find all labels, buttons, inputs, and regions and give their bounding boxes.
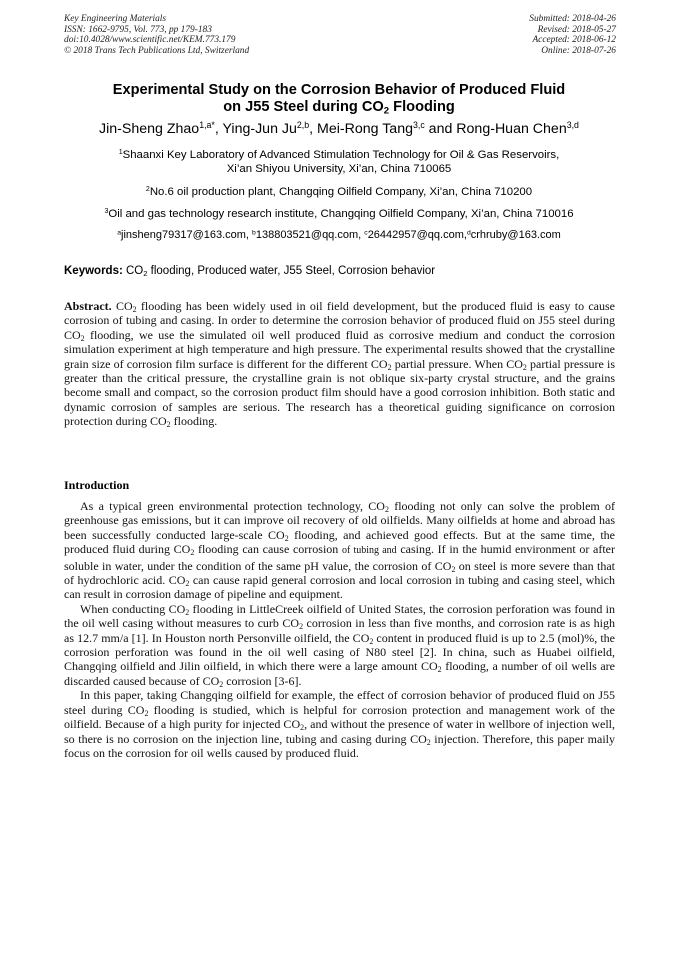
author-name: Rong-Huan Chen bbox=[456, 121, 567, 137]
accepted-date: Accepted: 2018-06-12 bbox=[532, 35, 616, 46]
email-address: jinsheng79317@163.com bbox=[121, 229, 246, 241]
keywords-label: Keywords: bbox=[64, 265, 123, 277]
paper-title bbox=[40, 82, 638, 116]
title-line-1: Experimental Study on the Corrosion Behavior of Produced Fluid bbox=[112, 82, 566, 98]
section-heading-introduction: Introduction bbox=[64, 478, 130, 492]
issn-line: ISSN: 1662-9795, Vol. 773, pp 179-183 bbox=[64, 24, 212, 35]
paragraph: In this paper, taking Changqing oilfield for example, the effect of corrosion behavior of produced fluid on J55 steel during $CO_2$ flooding is studied, which is helpful for corrosion protection and management work of the oilfield. Because of a high purity for injected $CO_2$, and without the presence of water in wellbore of injection well, so there is no corrosion on the injection line, tubing and casing during $CO_2$ injection. Therefore, this paper maily focus on the corrosion for oil wells caused by produced fluid. bbox=[64, 688, 615, 760]
journal-info bbox=[64, 14, 249, 56]
author-name: Jin-Sheng Zhao bbox=[99, 121, 200, 137]
email-address: 26442957@qq.com bbox=[367, 229, 464, 241]
copyright-line: © 2018 Trans Tech Publications Ltd, Switzerland bbox=[64, 45, 250, 56]
introduction-body bbox=[64, 499, 615, 760]
abstract-label: Abstract. bbox=[64, 299, 112, 313]
abstract-text: $CO_2$ flooding has been widely used in oil field development, but the produced fluid is easy to cause corrosion of tubing and casing. In order to determine the corrosion behavior of produced fluid on J55 steel during $CO_2$ flooding, we use the simulated oil well produced fluid as corrosive medium and conduct the corrosion simulation experiment at high temperature and high pressure. The experimental results showed that the crystalline grain size of corrosion film surface is different for the different $CO_2$ partial pressure. When $CO_2$ partial pressure is greater than the critical pressure, the crystalline grain is not oblique six-party crystal structure, and the grains become small and compact, so the corrosion product film should have a good corrosion inhibition. Both static and dynamic corrosion of samples are serious. The research has a theoretical guiding significance on corrosion protection during $CO_2$ flooding. bbox=[64, 299, 616, 430]
affiliation-1: $^1$Shaanxi Key Laboratory of Advanced Stimulation Technology for Oil & Gas Reservoirs, Xi’an Shiyou University, Xi’an, China 710065 bbox=[118, 149, 560, 175]
author-name: Mei-Rong Tang bbox=[317, 121, 413, 137]
email-address: crhruby@163.com bbox=[470, 229, 561, 241]
paragraph: When conducting $CO_2$ flooding in LittleCreek oilfield of United States, the corrosion perforation was found in the oil well casing without measures to curb $CO_2$ corrosion in less than five months, and corrosion rate is as high as 12.7 mm/a [1]. In Houston north Personville oilfield, the $CO_2$ content in produced fluid is up to 2.5 (mol)%, the corrosion perforation was found in the oil well casing of N80 steel [2]. In china, such as Huabei oilfield, Changqing oilfield and Jilin oilfield, in which there were a large amount $CO_2$ flooding, a number of oil wells are discarded caused because of $CO_2$ corrosion [3-6]. bbox=[64, 601, 615, 689]
keywords bbox=[64, 264, 614, 278]
email-list: $^a$jinsheng79317@163.com, $^b$138803521@qq.com, $^c$26442957@qq.com,$^d$crhruby@163.com bbox=[117, 229, 561, 241]
affiliation-3: $^3$Oil and gas technology research institute, Changqing Oilfield Company, Xi’an, China 710016 bbox=[104, 208, 574, 220]
paragraph: As a typical green environmental protection technology, $CO_2$ flooding not only can solve the problem of greenhouse gas emissions, but it can improve oil recovery of old oilfields. Many oilfields at home and abroad has been successfully conducted large-scale $CO_2$ flooding, and achieved good effects. But at the same time, the produced fluid during $CO_2$ flooding can cause corrosion of tubing and casing. If in the humid environment or after soluble in water, under the condition of the same pH value, the corrosion of $CO_2$ on steel is more severe than that of hydrochloric acid. $CO_2$ can cause rapid general corrosion and local corrosion in tubing and casing steel, which can result in corrosion damage of pipeline and equipment. bbox=[64, 499, 616, 602]
author-list: Jin-Sheng Zhao$^{1,a*}$, Ying-Jun Ju$^{2,b}$, Mei-Rong Tang$^{3,c}$ and Rong-Huan Chen$^{3,d}$ bbox=[99, 120, 579, 137]
journal-name: Key Engineering Materials bbox=[64, 14, 167, 24]
publication-dates bbox=[529, 14, 616, 56]
keywords-text: $CO_2$ flooding, Produced water, J55 Steel, Corrosion behavior bbox=[122, 265, 436, 278]
online-date: Online: 2018-07-26 bbox=[541, 45, 616, 56]
affiliation-2: $^2$No.6 oil production plant, Changqing Oilfield Company, Xi’an, China 710200 bbox=[145, 186, 533, 198]
author-name: Ying-Jun Ju bbox=[222, 121, 297, 137]
abstract bbox=[64, 299, 615, 429]
submitted-date: Submitted: 2018-04-26 bbox=[529, 14, 616, 24]
title-line-2: on J55 Steel during $CO_2$ Flooding bbox=[223, 99, 455, 117]
email-address: 138803521@qq.com bbox=[255, 229, 359, 241]
doi-line: doi:10.4028/www.scientific.net/KEM.773.179 bbox=[64, 35, 236, 46]
revised-date: Revised: 2018-05-27 bbox=[537, 24, 616, 35]
